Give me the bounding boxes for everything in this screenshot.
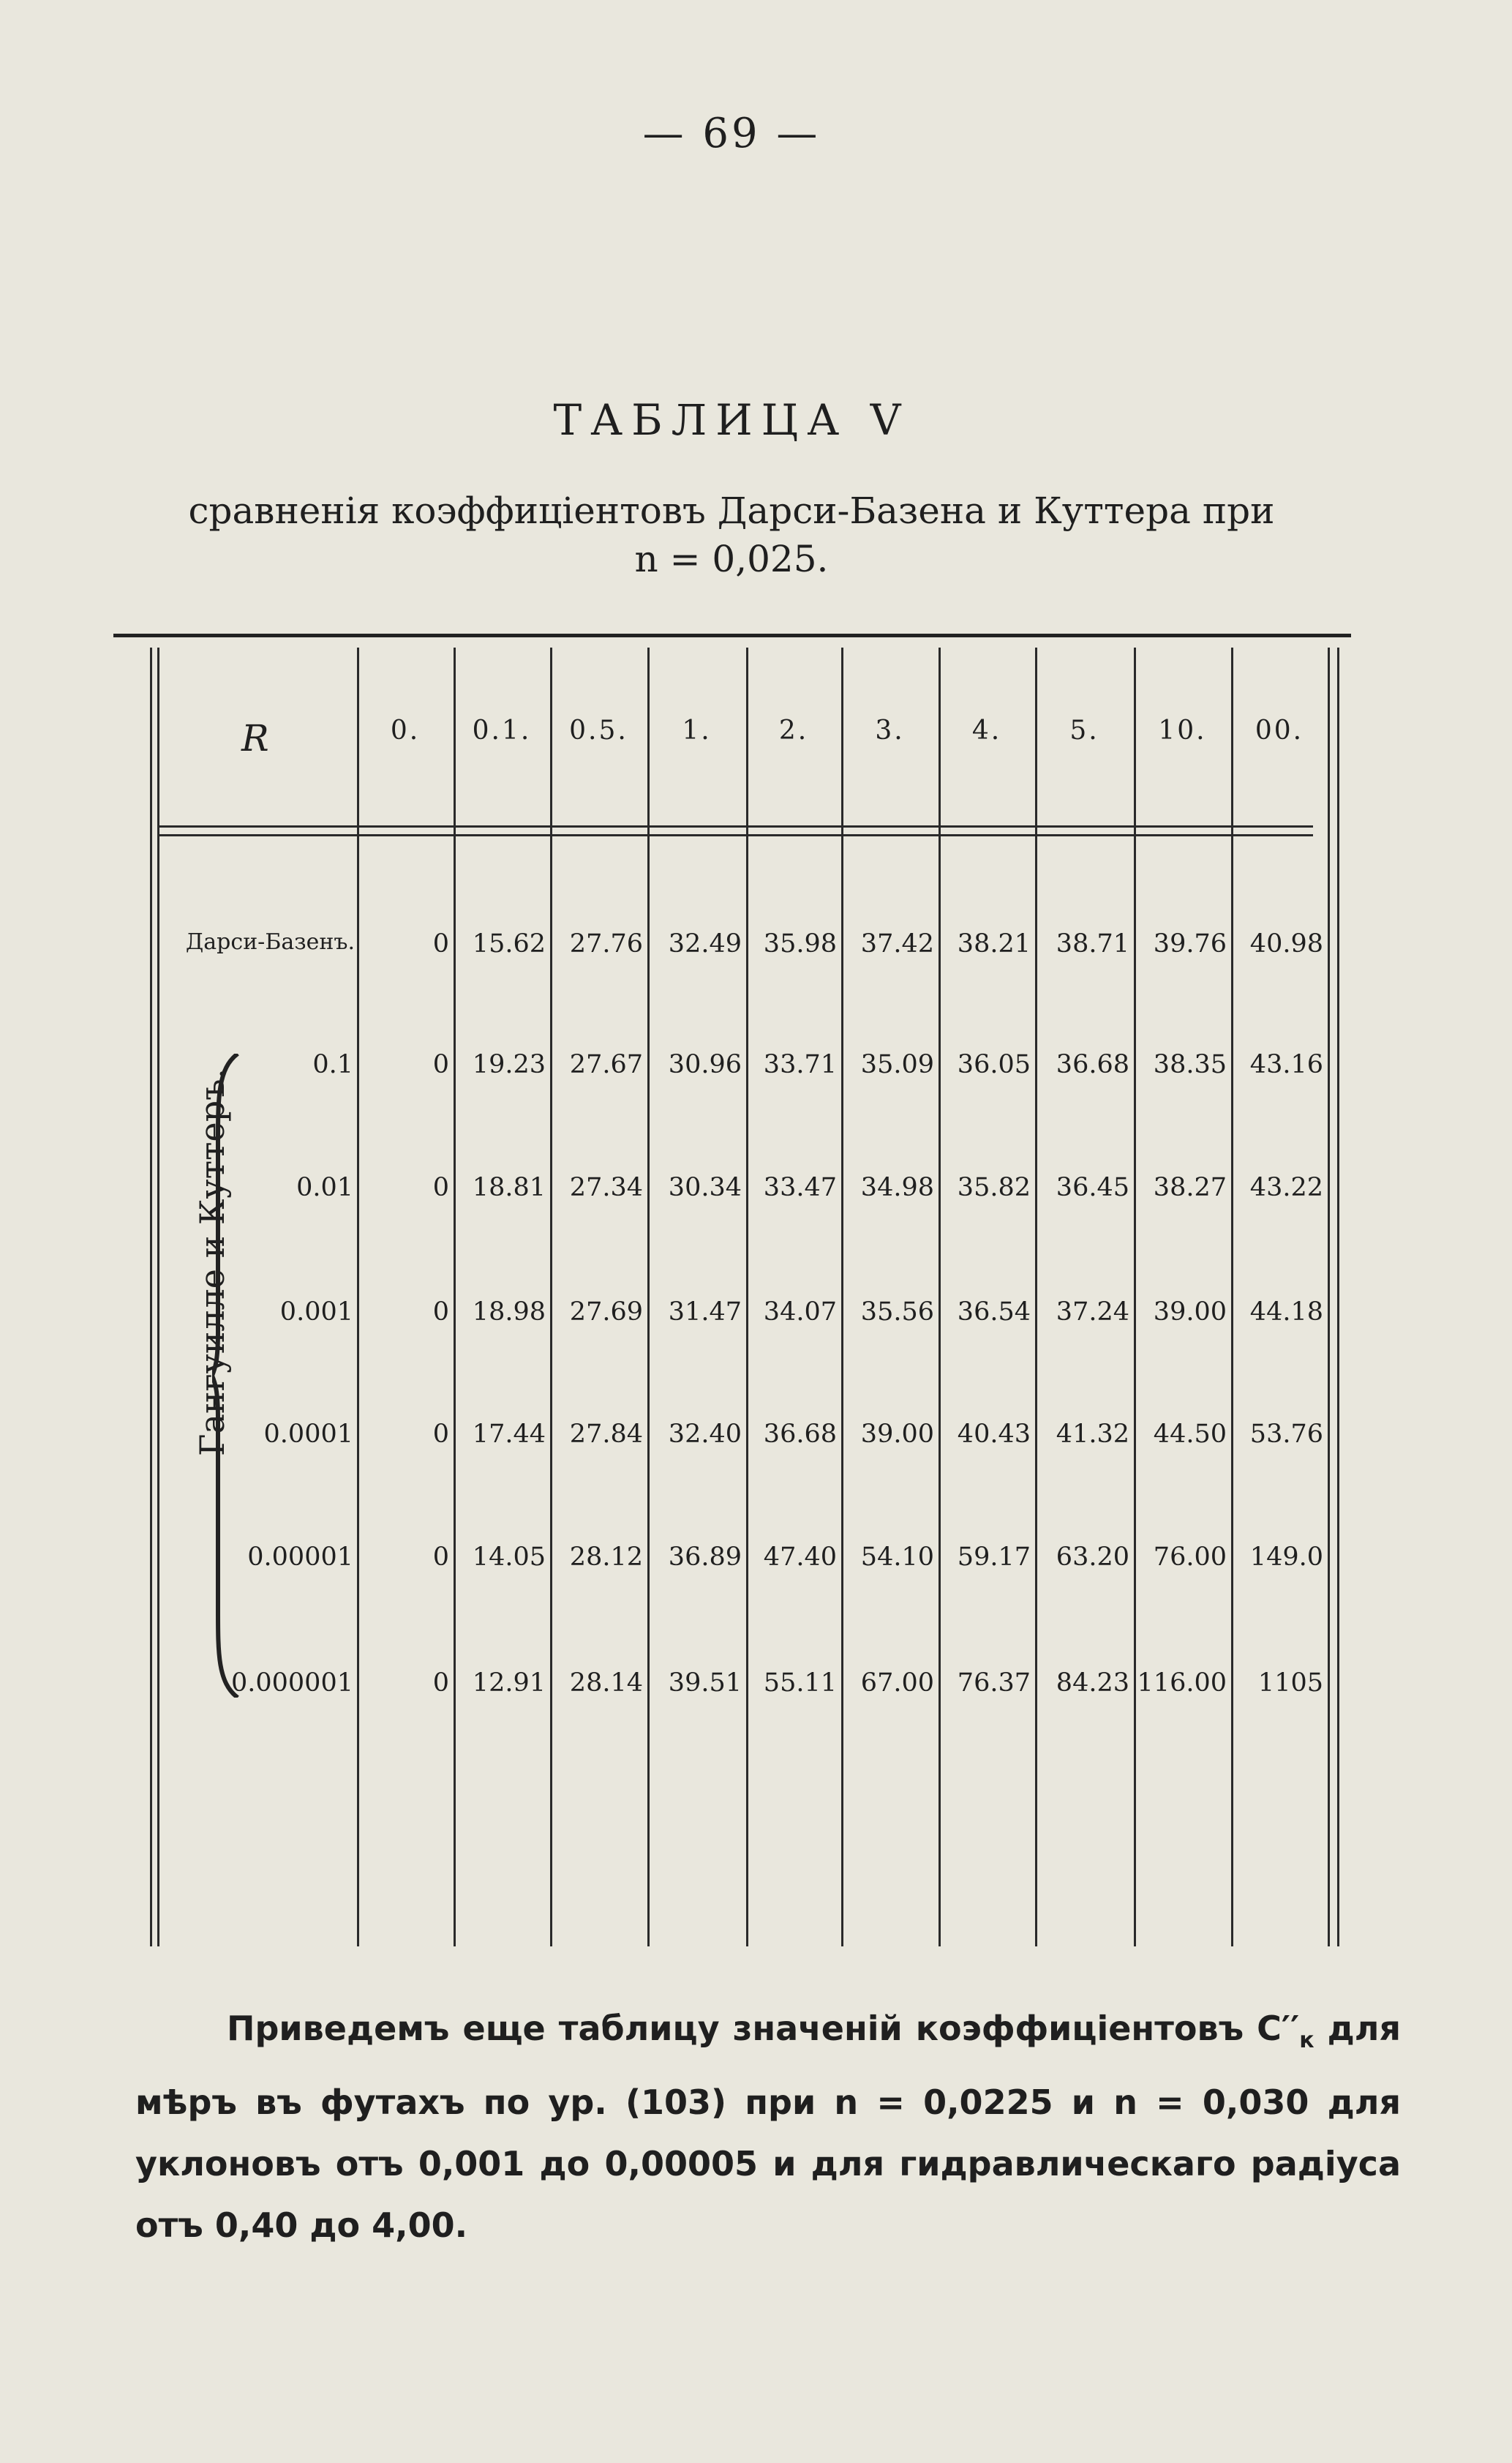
- page-number: — 69 —: [642, 110, 821, 157]
- column-header-1: 0.1.: [472, 716, 532, 746]
- table-cell: 31.47: [668, 1297, 742, 1327]
- table-cell: 27.67: [569, 1050, 643, 1079]
- table-cell: 76.00: [1153, 1542, 1227, 1572]
- table-cell: 39.76: [1153, 929, 1227, 959]
- table-cell: 84.23: [1056, 1668, 1129, 1698]
- column-header-7: 5.: [1069, 716, 1099, 746]
- subtitle-line-1: сравненія коэффиціентовъ Дарси-Базена и Куттера при: [188, 490, 1275, 532]
- row-label: 0.001: [279, 1297, 353, 1327]
- table-cell: 35.98: [763, 929, 837, 959]
- table-cell: 27.69: [569, 1297, 643, 1327]
- column-header-6: 4.: [971, 716, 1002, 746]
- table-cell: 55.11: [763, 1668, 837, 1698]
- table-cell: 116.00: [1137, 1668, 1227, 1698]
- table-border-2: [1328, 648, 1330, 1946]
- table-cell: 15.62: [472, 929, 546, 959]
- paragraph-text-1b: для мѣръ: [135, 2009, 1401, 2123]
- table-cell: 0: [432, 929, 449, 959]
- table-cell: 44.18: [1249, 1297, 1323, 1327]
- table-cell: 37.24: [1056, 1297, 1129, 1327]
- table-cell: 149.0: [1249, 1542, 1323, 1572]
- table-cell: 17.44: [472, 1420, 546, 1449]
- column-rule-7: [1035, 648, 1037, 1946]
- table-cell: 0: [432, 1173, 449, 1202]
- row-label: 0.0001: [263, 1420, 353, 1449]
- table-cell: 33.47: [763, 1173, 837, 1202]
- table-cell: 12.91: [472, 1668, 546, 1698]
- table-cell: 0: [432, 1668, 449, 1698]
- table-cell: 28.12: [569, 1542, 643, 1572]
- table-cell: 36.45: [1056, 1173, 1129, 1202]
- row-label: Дарси-Базенъ.: [185, 929, 355, 955]
- table-cell: 36.05: [957, 1050, 1031, 1079]
- closing-paragraph: [135, 1998, 1401, 2256]
- table-cell: 34.07: [763, 1297, 837, 1327]
- column-header-2: 0.5.: [569, 716, 628, 746]
- table-cell: 39.00: [1153, 1297, 1227, 1327]
- table-cell: 0: [432, 1542, 449, 1572]
- curly-brace-icon: [212, 1054, 241, 1698]
- table-cell: 30.96: [668, 1050, 742, 1079]
- table-cell: 14.05: [472, 1542, 546, 1572]
- table-cell: 30.34: [668, 1173, 742, 1202]
- table-cell: 35.09: [860, 1050, 934, 1079]
- paragraph-subscript: к: [1299, 2028, 1314, 2054]
- header-separator-2: [157, 834, 1313, 836]
- paragraph-text-1: Приведемъ еще таблицу значеній коэффиціентовъ C′′: [227, 2009, 1300, 2048]
- table-cell: 28.14: [569, 1668, 643, 1698]
- table-cell: 32.40: [668, 1420, 742, 1449]
- table-cell: 27.34: [569, 1173, 643, 1202]
- table-subtitle: [0, 487, 1463, 583]
- table-cell: 0: [432, 1297, 449, 1327]
- table-cell: 33.71: [763, 1050, 837, 1079]
- table-border-3: [1337, 648, 1339, 1946]
- row-label: 0.000001: [230, 1668, 353, 1698]
- paragraph-text-2: въ футахъ по ур. (103) при n = 0,0225 и n = 0,030 для уклоновъ отъ 0,001 до 0,00005 и для гидравлическаго радіуса отъ 0,40 до 4,00.: [135, 2083, 1401, 2246]
- table-cell: 40.43: [957, 1420, 1031, 1449]
- row-label: 0.01: [296, 1173, 353, 1202]
- table-cell: 40.98: [1249, 929, 1323, 959]
- table-cell: 35.56: [860, 1297, 934, 1327]
- table-cell: 0: [432, 1420, 449, 1449]
- table-cell: 38.71: [1056, 929, 1129, 959]
- table-cell: 39.51: [668, 1668, 742, 1698]
- table-cell: 44.50: [1153, 1420, 1227, 1449]
- table-cell: 27.84: [569, 1420, 643, 1449]
- table-cell: 1105: [1257, 1668, 1323, 1698]
- table-cell: 76.37: [957, 1668, 1031, 1698]
- row-label: 0.00001: [247, 1542, 353, 1572]
- table-top-rule: [113, 634, 1351, 637]
- table-cell: 27.76: [569, 929, 643, 959]
- table-cell: 53.76: [1249, 1420, 1323, 1449]
- table-cell: 41.32: [1056, 1420, 1129, 1449]
- r-column-label: R: [241, 717, 269, 760]
- table-cell: 39.00: [860, 1420, 934, 1449]
- group-label-ganguillet-kutter: Гангуилле и Куттеръ.: [192, 1068, 232, 1456]
- table-cell: 36.54: [957, 1297, 1031, 1327]
- table-cell: 38.27: [1153, 1173, 1227, 1202]
- table-title: ТАБЛИЦА V: [553, 395, 910, 445]
- table-cell: 32.49: [668, 929, 742, 959]
- table-cell: 18.98: [472, 1297, 546, 1327]
- column-header-4: 2.: [778, 716, 809, 746]
- column-header-3: 1.: [682, 716, 712, 746]
- table-cell: 63.20: [1056, 1542, 1129, 1572]
- table-cell: 54.10: [860, 1542, 934, 1572]
- table-cell: 47.40: [763, 1542, 837, 1572]
- table-cell: 18.81: [472, 1173, 546, 1202]
- table-cell: 43.22: [1249, 1173, 1323, 1202]
- table-cell: 36.68: [1056, 1050, 1129, 1079]
- table-cell: 38.21: [957, 929, 1031, 959]
- table-cell: 19.23: [472, 1050, 546, 1079]
- table-cell: 36.68: [763, 1420, 837, 1449]
- header-separator: [157, 825, 1313, 828]
- column-header-5: 3.: [875, 716, 905, 746]
- table-cell: 0: [432, 1050, 449, 1079]
- column-header-8: 10.: [1158, 716, 1207, 746]
- column-header-0: 0.: [390, 716, 421, 746]
- row-label: 0.1: [312, 1050, 353, 1079]
- table-cell: 35.82: [957, 1173, 1031, 1202]
- column-rule-3: [647, 648, 650, 1946]
- table-border-0: [150, 648, 152, 1946]
- table-cell: 36.89: [668, 1542, 742, 1572]
- table-cell: 37.42: [860, 929, 934, 959]
- table-cell: 59.17: [957, 1542, 1031, 1572]
- table-cell: 67.00: [860, 1668, 934, 1698]
- table-cell: 38.35: [1153, 1050, 1227, 1079]
- subtitle-line-2: n = 0,025.: [634, 538, 829, 580]
- table-cell: 34.98: [860, 1173, 934, 1202]
- table-cell: 43.16: [1249, 1050, 1323, 1079]
- column-header-9: 00.: [1255, 716, 1304, 746]
